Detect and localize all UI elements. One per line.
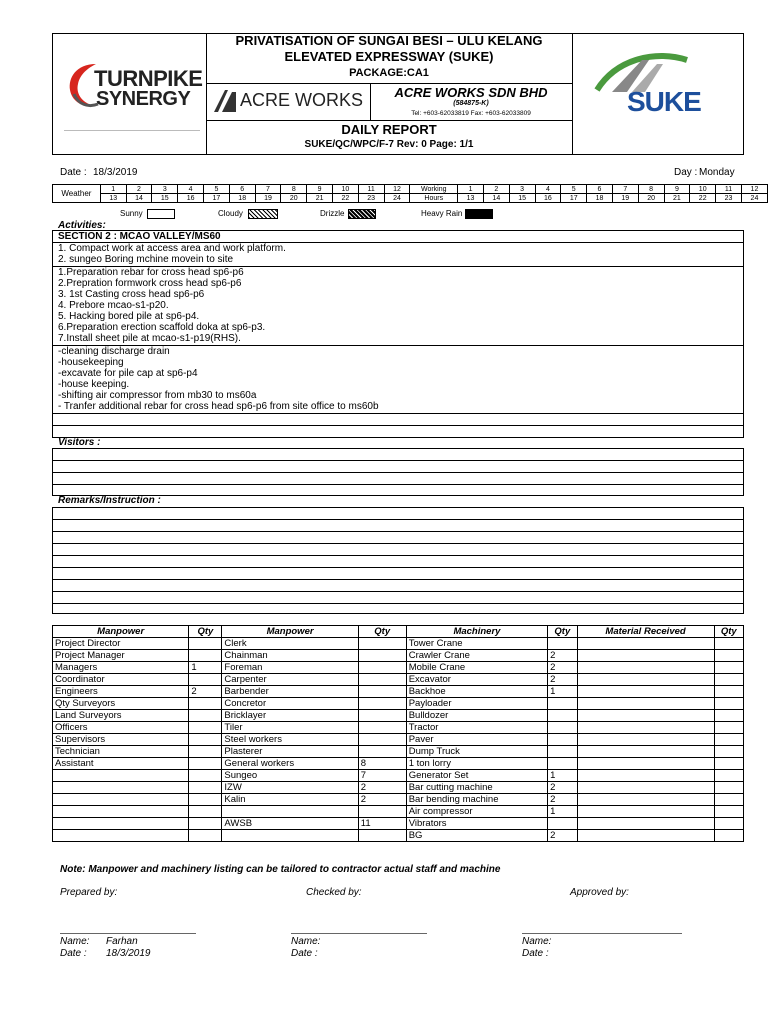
resources-row: [53, 710, 744, 722]
resources-cell: [222, 806, 358, 818]
weather-hour-cell: 20: [281, 194, 307, 203]
resources-row: [53, 782, 744, 794]
resources-cell: [358, 662, 406, 674]
resources-cell: Sungeo: [222, 770, 358, 782]
prepared-name-label: Name:: [60, 936, 90, 947]
resources-cell: [577, 746, 714, 758]
resources-cell: 2: [548, 662, 577, 674]
weather-hour-cell: 12: [384, 185, 410, 194]
prepared-by-label: Prepared by:: [60, 887, 118, 898]
remarks-box: [52, 507, 744, 614]
resources-cell: [577, 698, 714, 710]
resources-header-cell: Qty: [548, 626, 577, 638]
suke-logo: [585, 50, 735, 125]
working-hour-cell: 16: [535, 194, 561, 203]
resources-row: [53, 758, 744, 770]
resources-cell: [53, 794, 189, 806]
resources-cell: [714, 770, 743, 782]
vis-line-1: [52, 460, 744, 461]
resources-cell: Crawler Crane: [406, 650, 547, 662]
working-hour-cell: 14: [483, 194, 509, 203]
header-divider-mid: [206, 83, 572, 84]
activity-line: 3. 1st Casting cross head sp6-p6: [58, 289, 205, 300]
resources-cell: [577, 722, 714, 734]
resources-cell: AWSB: [222, 818, 358, 830]
prepared-date-value: 18/3/2019: [106, 948, 151, 959]
weather-hour-cell: 6: [229, 185, 255, 194]
weather-hour-cell: 14: [126, 194, 152, 203]
resources-row: [53, 830, 744, 842]
activity-line: 4. Prebore mcao-s1-p20.: [58, 300, 169, 311]
resources-row: [53, 638, 744, 650]
weather-hour-cell: 21: [307, 194, 333, 203]
working-hour-cell: 10: [690, 185, 716, 194]
company-reg: (584875-K): [453, 100, 489, 107]
legend-sunny-swatch: [147, 209, 175, 219]
weather-label: Weather: [53, 185, 101, 203]
resources-cell: [714, 686, 743, 698]
date-value: 18/3/2019: [93, 167, 138, 178]
resources-cell: Carpenter: [222, 674, 358, 686]
resources-cell: [577, 662, 714, 674]
resources-row: [53, 686, 744, 698]
activity-line: 5. Hacking bored pile at sp6-p4.: [58, 311, 200, 322]
remarks-rule: [52, 603, 744, 604]
weather-hour-cell: 11: [358, 185, 384, 194]
working-hour-cell: 5: [561, 185, 587, 194]
resources-row: [53, 794, 744, 806]
resources-cell: [548, 710, 577, 722]
resources-cell: [714, 818, 743, 830]
weather-hours-grid: [52, 184, 768, 203]
act-line-5: [52, 425, 744, 426]
resources-cell: Plasterer: [222, 746, 358, 758]
resources-cell: [53, 782, 189, 794]
resources-cell: 1: [548, 770, 577, 782]
resources-cell: General workers: [222, 758, 358, 770]
resources-cell: Tiler: [222, 722, 358, 734]
synergy-word: SYNERGY: [96, 88, 191, 110]
day-label: Day :: [674, 167, 698, 178]
resources-row: [53, 662, 744, 674]
resources-cell: [358, 710, 406, 722]
resources-cell: [714, 782, 743, 794]
weather-hour-cell: 24: [384, 194, 410, 203]
resources-cell: [714, 710, 743, 722]
resources-cell: Paver: [406, 734, 547, 746]
resources-cell: [548, 698, 577, 710]
resources-cell: [189, 794, 222, 806]
working-hour-cell: 1: [458, 185, 484, 194]
weather-hour-cell: 10: [332, 185, 358, 194]
approved-date-label: Date :: [522, 948, 549, 959]
suke-word: SUKE: [627, 86, 701, 117]
resources-cell: Barbender: [222, 686, 358, 698]
weather-hour-cell: 17: [204, 194, 230, 203]
resources-cell: [358, 830, 406, 842]
resources-cell: [548, 722, 577, 734]
checked-name-label: Name:: [291, 936, 321, 947]
resources-cell: Bulldozer: [406, 710, 547, 722]
legend-drizzle-swatch: [348, 209, 376, 219]
visitors-label: Visitors :: [58, 437, 101, 448]
working-hour-cell: 8: [638, 185, 664, 194]
resources-cell: [714, 698, 743, 710]
resources-row: [53, 698, 744, 710]
resources-cell: Supervisors: [53, 734, 189, 746]
report-code: SUKE/QC/WPC/F-7 Rev: 0 Page: 1/1: [304, 139, 474, 150]
resources-header-cell: Material Received: [577, 626, 714, 638]
resources-cell: [714, 734, 743, 746]
resources-cell: 2: [548, 782, 577, 794]
resources-cell: [577, 794, 714, 806]
working-hour-cell: 17: [561, 194, 587, 203]
resources-cell: Vibrators: [406, 818, 547, 830]
resources-cell: Project Director: [53, 638, 189, 650]
resources-cell: BG: [406, 830, 547, 842]
resources-cell: [53, 830, 189, 842]
working-hour-cell: 11: [716, 185, 742, 194]
resources-cell: [714, 662, 743, 674]
resources-cell: [577, 638, 714, 650]
resources-cell: [577, 818, 714, 830]
resources-cell: [577, 758, 714, 770]
resources-cell: IZW: [222, 782, 358, 794]
resources-cell: Kalin: [222, 794, 358, 806]
resources-cell: Project Manager: [53, 650, 189, 662]
prepared-sign-line: [60, 933, 196, 934]
resources-cell: [714, 650, 743, 662]
weather-hour-cell: 7: [255, 185, 281, 194]
acre-logo-icon: [214, 90, 236, 112]
resources-cell: [577, 782, 714, 794]
weather-hour-cell: 13: [100, 194, 126, 203]
remarks-rule: [52, 555, 744, 556]
working-hour-cell: 3: [509, 185, 535, 194]
remarks-rule: [52, 519, 744, 520]
resources-header-cell: Manpower: [53, 626, 189, 638]
turnpike-underline: [64, 130, 200, 131]
resources-cell: 2: [548, 650, 577, 662]
activity-line: -cleaning discharge drain: [58, 346, 170, 357]
legend-sunny-label: Sunny: [120, 209, 143, 218]
resources-cell: [714, 758, 743, 770]
resources-header-cell: Qty: [714, 626, 743, 638]
resources-cell: [189, 650, 222, 662]
resources-cell: Payloader: [406, 698, 547, 710]
resources-cell: [358, 698, 406, 710]
act-line-4: [52, 413, 744, 414]
resources-cell: 1: [189, 662, 222, 674]
weather-hour-cell: 23: [358, 194, 384, 203]
resources-cell: [53, 806, 189, 818]
resources-cell: Chainman: [222, 650, 358, 662]
legend-heavyrain-swatch: [465, 209, 493, 219]
resources-cell: [548, 734, 577, 746]
activity-line: 1.Preparation rebar for cross head sp6-p6: [58, 267, 244, 278]
weather-hour-cell: 8: [281, 185, 307, 194]
resources-cell: Foreman: [222, 662, 358, 674]
resources-header-cell: Qty: [189, 626, 222, 638]
working-hour-cell: 4: [535, 185, 561, 194]
legend-drizzle-label: Drizzle: [320, 209, 345, 218]
checked-sign-line: [291, 933, 427, 934]
resources-cell: [577, 830, 714, 842]
resources-cell: [548, 638, 577, 650]
weather-hour-cell: 1: [100, 185, 126, 194]
resources-cell: 11: [358, 818, 406, 830]
project-title-1: PRIVATISATION OF SUNGAI BESI – ULU KELANG: [235, 33, 543, 48]
resources-cell: [189, 710, 222, 722]
working-hour-cell: 12: [741, 185, 767, 194]
working-hour-cell: 15: [509, 194, 535, 203]
working-hour-cell: 2: [483, 185, 509, 194]
resources-cell: [189, 806, 222, 818]
section-title: SECTION 2 : MCAO VALLEY/MS60: [58, 231, 221, 242]
activity-group-3: [58, 346, 379, 412]
weather-hour-cell: 18: [229, 194, 255, 203]
weather-hour-cell: 5: [204, 185, 230, 194]
day-value: Monday: [699, 167, 735, 178]
resources-cell: Generator Set: [406, 770, 547, 782]
working-hour-cell: 7: [612, 185, 638, 194]
vis-line-2: [52, 472, 744, 473]
resources-cell: [577, 650, 714, 662]
resources-cell: Managers: [53, 662, 189, 674]
company-contact: Tel: +603-62033819 Fax: +603-62033809: [411, 110, 531, 117]
resources-cell: [189, 722, 222, 734]
activity-group-2: [58, 267, 265, 344]
vis-line-3: [52, 484, 744, 485]
weather-hour-cell: 15: [152, 194, 178, 203]
resources-cell: Assistant: [53, 758, 189, 770]
resources-cell: 2: [358, 782, 406, 794]
resources-cell: Officers: [53, 722, 189, 734]
turnpike-word: TURNPIKE: [94, 66, 203, 91]
resources-cell: [189, 638, 222, 650]
weather-hour-cell: 16: [178, 194, 204, 203]
activities-label: Activities:: [58, 220, 106, 231]
resources-cell: [714, 830, 743, 842]
resources-cell: Excavator: [406, 674, 547, 686]
resources-row: [53, 674, 744, 686]
working-hour-cell: 18: [587, 194, 613, 203]
resources-row: [53, 770, 744, 782]
resources-cell: [714, 674, 743, 686]
resources-header-cell: Machinery: [406, 626, 547, 638]
resources-cell: [189, 770, 222, 782]
note-text: Note: Manpower and machinery listing can be tailored to contractor actual staff and machine: [60, 864, 501, 875]
resources-cell: 2: [548, 794, 577, 806]
acre-works-word: ACRE WORKS: [240, 90, 364, 110]
resources-cell: [548, 818, 577, 830]
resources-cell: Bar bending machine: [406, 794, 547, 806]
checked-by-label: Checked by:: [306, 887, 362, 898]
resources-row: [53, 818, 744, 830]
remarks-rule: [52, 567, 744, 568]
resources-cell: 1 ton lorry: [406, 758, 547, 770]
remarks-rule: [52, 543, 744, 544]
acre-works-logo: [214, 88, 366, 116]
resources-cell: Backhoe: [406, 686, 547, 698]
resources-cell: [358, 722, 406, 734]
resources-cell: [548, 758, 577, 770]
resources-cell: Steel workers: [222, 734, 358, 746]
approved-name-label: Name:: [522, 936, 552, 947]
resources-cell: [577, 674, 714, 686]
activity-group-1: [58, 243, 286, 265]
resources-cell: [189, 818, 222, 830]
resources-cell: [358, 746, 406, 758]
resources-cell: Technician: [53, 746, 189, 758]
resources-cell: 1: [548, 686, 577, 698]
resources-cell: [222, 830, 358, 842]
activity-line: -housekeeping: [58, 357, 124, 368]
resources-cell: Dump Truck: [406, 746, 547, 758]
date-label: Date :: [60, 167, 87, 178]
resources-cell: [577, 734, 714, 746]
legend-heavyrain-label: Heavy Rain: [421, 209, 463, 218]
resources-cell: [714, 638, 743, 650]
weather-hour-cell: 22: [332, 194, 358, 203]
resources-cell: [53, 770, 189, 782]
resources-table: [52, 625, 744, 842]
resources-cell: 2: [189, 686, 222, 698]
activity-line: 2. sungeo Boring mchine movein to site: [58, 254, 234, 265]
resources-cell: [577, 710, 714, 722]
resources-cell: Mobile Crane: [406, 662, 547, 674]
resources-cell: Bricklayer: [222, 710, 358, 722]
resources-cell: [189, 782, 222, 794]
prepared-name-value: Farhan: [106, 936, 138, 947]
resources-cell: 2: [548, 674, 577, 686]
resources-cell: Concretor: [222, 698, 358, 710]
resources-cell: Air compressor: [406, 806, 547, 818]
resources-cell: Qty Surveyors: [53, 698, 189, 710]
resources-cell: [548, 746, 577, 758]
resources-cell: 1: [548, 806, 577, 818]
prepared-date-label: Date :: [60, 948, 87, 959]
resources-cell: 7: [358, 770, 406, 782]
working-hours-label: Working: [410, 185, 458, 194]
approved-by-label: Approved by:: [570, 887, 629, 898]
resources-cell: [714, 746, 743, 758]
resources-row: [53, 650, 744, 662]
header-divider-right: [572, 33, 573, 155]
working-hour-cell: 23: [716, 194, 742, 203]
resources-cell: Tower Crane: [406, 638, 547, 650]
activity-line: 7.Install sheet pile at mcao-s1-p19(RHS).: [58, 333, 241, 344]
resources-cell: [577, 806, 714, 818]
resources-cell: 2: [548, 830, 577, 842]
company-name: ACRE WORKS SDN BHD: [394, 85, 548, 100]
resources-cell: Clerk: [222, 638, 358, 650]
activity-line: -excavate for pile cap at sp6-p4: [58, 368, 198, 379]
working-hour-cell: 22: [690, 194, 716, 203]
working-hour-cell: 24: [741, 194, 767, 203]
weather-legend: [0, 208, 768, 222]
resources-cell: [358, 686, 406, 698]
resources-cell: [358, 650, 406, 662]
resources-cell: [577, 686, 714, 698]
turnpike-logo: [62, 60, 202, 120]
resources-row: [53, 722, 744, 734]
resources-row: [53, 734, 744, 746]
resources-cell: Tractor: [406, 722, 547, 734]
legend-cloudy-label: Cloudy: [218, 209, 243, 218]
activity-line: -shifting air compressor from mb30 to ms60a: [58, 390, 257, 401]
resources-cell: 8: [358, 758, 406, 770]
weather-hour-cell: 2: [126, 185, 152, 194]
working-hour-cell: 13: [458, 194, 484, 203]
package-label: PACKAGE:CA1: [349, 67, 429, 79]
resources-cell: 2: [358, 794, 406, 806]
resources-cell: [714, 722, 743, 734]
remarks-rule: [52, 531, 744, 532]
remarks-rule: [52, 579, 744, 580]
activity-line: -house keeping.: [58, 379, 130, 390]
resources-cell: Bar cutting machine: [406, 782, 547, 794]
working-hour-cell: 9: [664, 185, 690, 194]
activity-line: 6.Preparation erection scaffold doka at sp6-p3.: [58, 322, 266, 333]
header-divider-low: [206, 120, 572, 121]
resources-cell: [358, 734, 406, 746]
resources-header-cell: Qty: [358, 626, 406, 638]
working-hour-cell: 19: [612, 194, 638, 203]
activity-line: - Tranfer additional rebar for cross head sp6-p6 from site office to ms60b: [58, 401, 379, 412]
resources-cell: [189, 830, 222, 842]
resources-cell: [358, 806, 406, 818]
approved-sign-line: [522, 933, 682, 934]
weather-hour-cell: 3: [152, 185, 178, 194]
resources-cell: [189, 746, 222, 758]
resources-cell: [577, 770, 714, 782]
project-title-2: ELEVATED EXPRESSWAY (SUKE): [284, 49, 494, 64]
resources-cell: [358, 638, 406, 650]
remarks-label: Remarks/Instruction :: [58, 495, 161, 506]
resources-cell: [714, 794, 743, 806]
working-hour-cell: 21: [664, 194, 690, 203]
activity-line: 2.Prepration formwork cross head sp6-p6: [58, 278, 242, 289]
report-title: DAILY REPORT: [341, 122, 437, 137]
resources-cell: [189, 674, 222, 686]
checked-date-label: Date :: [291, 948, 318, 959]
activity-line: 1. Compact work at access area and work platform.: [58, 243, 286, 254]
working-hours-label-2: Hours: [410, 194, 458, 203]
resources-cell: [358, 674, 406, 686]
resources-cell: [714, 806, 743, 818]
remarks-rule: [52, 591, 744, 592]
weather-hour-cell: 4: [178, 185, 204, 194]
working-hour-cell: 6: [587, 185, 613, 194]
resources-cell: [53, 818, 189, 830]
weather-hour-cell: 19: [255, 194, 281, 203]
resources-cell: [189, 758, 222, 770]
resources-cell: Land Surveyors: [53, 710, 189, 722]
resources-header-cell: Manpower: [222, 626, 358, 638]
resources-cell: Engineers: [53, 686, 189, 698]
resources-row: [53, 806, 744, 818]
working-hour-cell: 20: [638, 194, 664, 203]
weather-hour-cell: 9: [307, 185, 333, 194]
resources-cell: [189, 698, 222, 710]
resources-cell: Coordinator: [53, 674, 189, 686]
resources-row: [53, 746, 744, 758]
resources-cell: [189, 734, 222, 746]
legend-cloudy-swatch: [248, 209, 278, 219]
